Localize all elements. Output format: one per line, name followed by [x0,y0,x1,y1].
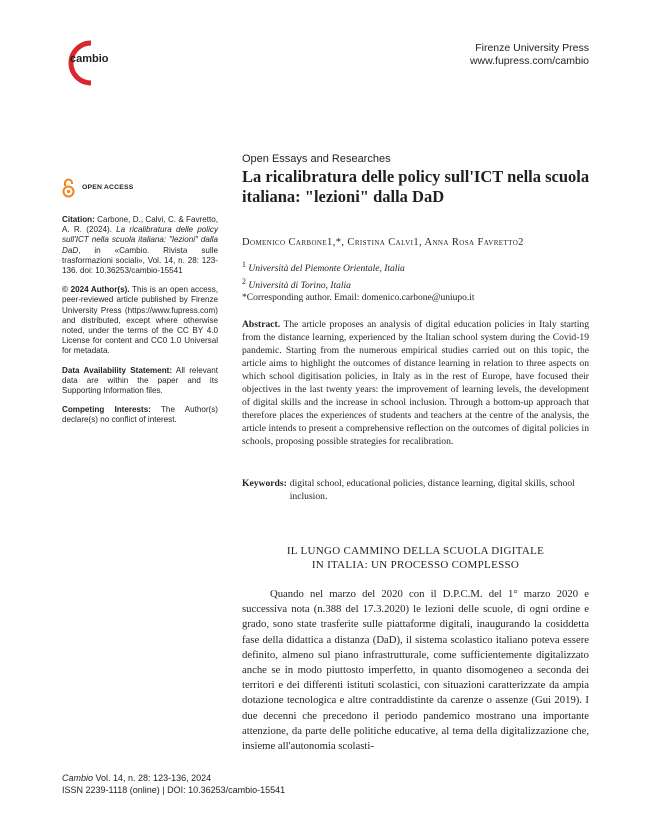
publisher-name: Firenze University Press [475,42,589,54]
keywords [242,477,589,503]
affiliations [242,259,602,305]
article-sidebar [62,177,218,435]
abstract [242,318,589,448]
data-availability-label: Data Availability Statement: [62,365,173,375]
footer-issn-doi: ISSN 2239-1118 (online) | DOI: 10.36253/cambio-15541 [62,785,286,795]
competing-interests-text: The Author(s) declare(s) no conflict of interest. [62,405,218,425]
citation-authors: Carbone, D., Calvi, C. & Favretto, A. R. (2024). [62,215,218,235]
affiliation-1: $^1$ Università del Piemonte Orientale, Italia [242,260,405,275]
open-access-icon [62,178,75,198]
keywords-label: Keywords: [242,478,287,489]
section-heading-line-1: IL LUNGO CAMMINO DELLA SCUOLA DIGITALE [286,545,545,557]
page-footer [62,772,285,796]
publisher-info [470,42,589,68]
citation-block [62,215,218,276]
keywords-text: digital school, educational policies, distance learning, digital skills, school inclusion. [289,478,575,502]
section-heading-line-2: IN ITALIA: UN PROCESSO COMPLESSO [311,559,520,571]
copyright-text: This is an open access, peer-reviewed article published by Firenze University Press (https://www.fupress.com) and distributed, except where otherwise noted, under the terms of the CC BY 4.0 License for content and CC0 1.0 Universal for metadata. [62,285,218,356]
section-label: Open Essays and Researches [242,153,391,165]
competing-interests-block [62,405,218,425]
data-availability-text: All relevant data are within the paper and its Supporting Information files. [62,365,218,396]
competing-interests-label: Competing Interests: [62,405,151,415]
logo-wordmark: cambio [70,53,109,65]
body-paragraph: Quando nel marzo del 2020 con il D.P.C.M. del 1° marzo 2020 e successiva nota (n.388 del 17.3.2020) le lezioni delle scuole, di ogni ordine e grado, sono state trasferite sulle piattaforme digitali, inaugurando la cosiddetta fase della didattica a distanza (DaD), il sistema scolastico italiano poteva essere definito, almeno sul piano infrastrutturale, come sufficientemente digitalizzato anche se in modo piuttosto imperfetto, in quanto disomogeneo a seconda dei territori e dei differenti istituti scolastici, con situazioni caratterizzate da ampia dotazione tecnologica e altre contraddistinte da carenze o assenze (Gui 2019). I due decenni che precedono il periodo pandemico mostrano una importante attenzione, da parte delle politiche educative, al tema della digitalizzazione che, insieme all'autonomia scolasti- [242,588,589,753]
data-availability-block [62,366,218,397]
author-list: Domenico Carbone1,*, Cristina Calvi1, Anna Rosa Favretto2 [242,237,524,248]
open-access-label: OPEN ACCESS [82,183,134,191]
footer-journal: Cambio [62,773,94,783]
corresponding-author: *Corresponding author. Email: domenico.carbone@uniupo.it [242,293,475,304]
open-access-badge [62,177,218,199]
footer-citation [62,772,285,784]
copyright-label: © 2024 Author(s). [62,285,130,295]
citation-label: Citation: [62,215,95,224]
article-title: La ricalibratura delle policy sull'ICT nella scuola italiana: "lezioni" dalla DaD [242,167,590,206]
footer-volume: Vol. 14, n. 28: 123-136, 2024 [93,773,212,783]
affiliation-2: $^2$ Università di Torino, Italia [242,276,351,291]
abstract-text: The article proposes an analysis of digital education policies in Italy starting from the distance learning, experienced by the Italian school system during the Covid-19 pandemic. Starting from the numerous empirical studies carried out on this topic, the article aims to highlight the outcomes of distance learning in relation to three aspects on which school digitisation policies, in Italy as in the rest of Europe, have focused their objectives in the last twenty years: the improvement of learning levels, the development of digital skills and the increase in school inclusion. Through a bottom-up approach that therefore places the experiences of students and teachers at the centre of the analysis, the article intends to present a comprehensive reflection on the outcomes of digital policies in schools, proposing possible strategies for recalibration. [242,319,589,447]
publisher-url[interactable]: www.fupress.com/cambio [469,55,589,67]
copyright-block [62,285,218,356]
abstract-label: Abstract. [242,319,281,330]
citation-source: , in «Cambio. Rivista sulle trasformazioni sociali», Vol. 14, n. 28: 123-136. doi: 10.36253/cambio-15541 [62,245,218,276]
section-heading [242,544,589,572]
citation-title: La ricalibratura delle policy sull'ICT nella scuola italiana: "lezioni" dalla DaD [62,225,218,255]
